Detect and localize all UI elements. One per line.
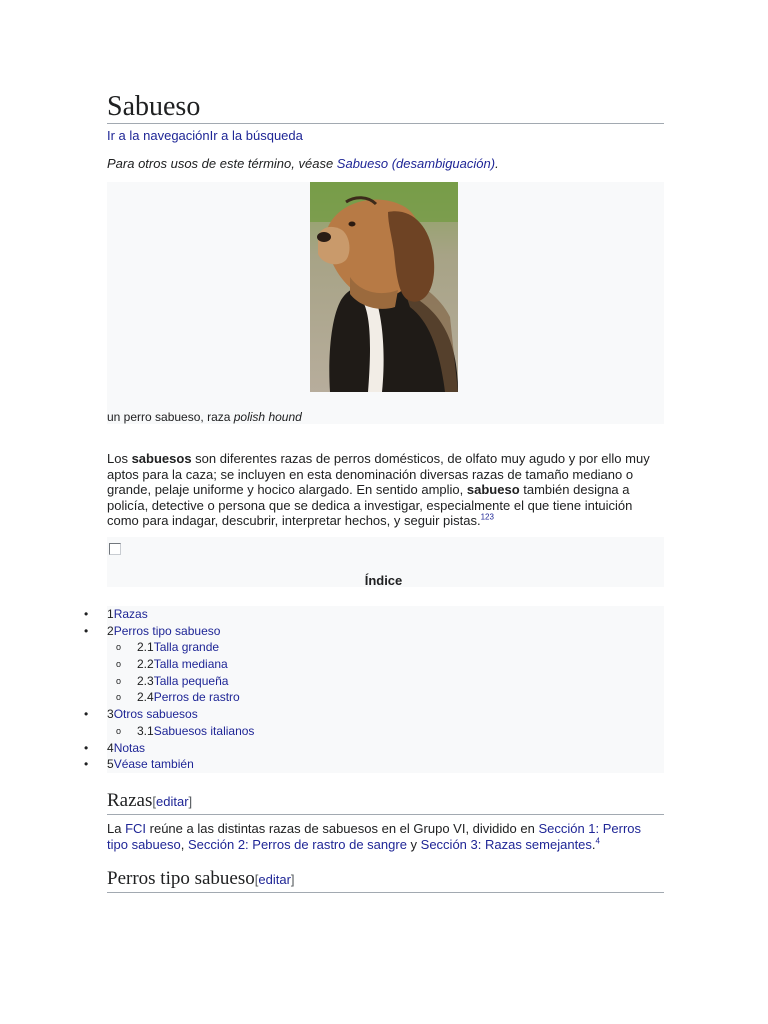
toc-item-number: 5	[107, 757, 114, 772]
caption-breed: polish hound	[233, 410, 302, 424]
toc-item-link[interactable]: Otros sabuesos	[113, 707, 198, 722]
infobox	[107, 182, 664, 424]
toc-item-number: 2.2	[137, 657, 154, 672]
razas-text-1: La	[107, 821, 126, 836]
razas-text-2: reúne a las distintas razas de sabuesos en el Grupo VI, dividido en	[146, 821, 539, 836]
section-title-razas: Razas	[107, 790, 153, 811]
edit-bracket-close: ]	[188, 794, 193, 809]
toc-header	[107, 537, 664, 587]
toc-item-link[interactable]: Véase también	[113, 757, 194, 772]
toc-item-number: 2.3	[137, 673, 154, 688]
disc-bullet-icon: •	[84, 740, 89, 755]
toc-item-number: 3.1	[137, 723, 154, 738]
circle-bullet-icon: o	[116, 642, 122, 653]
intro-text-2: son diferentes razas de perros domésticos, de olfato muy agudo y por ello muy aptos para la caza; se incluyen en esta denominación diversas razas de tamaño mediano o grande, pelaje uniforme y hocico alargado. En sentido amplio,	[107, 451, 650, 498]
edit-bracket-open: [	[254, 872, 259, 887]
razas-text-4: y	[406, 836, 421, 852]
edit-link-razas[interactable]: editar	[156, 794, 189, 809]
intro-text-3: también designa a policía, detective o persona que se dedica a investigar, especialmente el que tiene intuición como para indagar, descubrir, interpretar hechos, y seguir pistas.	[107, 482, 633, 529]
toc-item-link[interactable]: Notas	[113, 740, 146, 755]
caption-text: un perro sabueso, raza	[107, 410, 234, 424]
jump-to-navigation-link[interactable]: Ir a la navegación	[107, 128, 210, 143]
toc-item-number: 1	[107, 607, 114, 621]
toc-item[interactable]	[107, 673, 664, 690]
seccion-3-link[interactable]: Sección 3: Razas semejantes	[420, 836, 592, 852]
toc-item-number: 2	[107, 623, 114, 638]
toc-item[interactable]	[107, 656, 664, 673]
toc-item-link[interactable]: Perros de rastro	[153, 690, 240, 705]
jump-to-search-link[interactable]: Ir a la búsqueda	[209, 128, 303, 143]
circle-bullet-icon: o	[116, 692, 122, 703]
seccion-2-link[interactable]: Sección 2: Perros de rastro de sangre	[187, 836, 407, 852]
disc-bullet-icon: •	[84, 707, 89, 722]
edit-bracket-close: ]	[290, 872, 295, 887]
razas-reference[interactable]: 4	[595, 836, 600, 846]
toc-item-link[interactable]: Talla mediana	[153, 657, 228, 672]
section-heading-perros-tipo-sabueso	[107, 867, 664, 893]
toc-list	[84, 606, 664, 773]
disambiguation-link[interactable]: Sabueso (desambiguación)	[336, 156, 496, 171]
toc-item[interactable]	[84, 623, 664, 640]
circle-bullet-icon: o	[116, 659, 122, 670]
infobox-caption	[107, 410, 302, 425]
intro-references[interactable]: 123	[480, 513, 494, 523]
intro-paragraph	[107, 451, 664, 529]
circle-bullet-icon: o	[116, 675, 122, 686]
circle-bullet-icon: o	[116, 725, 122, 736]
toc-item-number: 2.4	[137, 690, 154, 705]
toc-item-link[interactable]: Razas	[113, 607, 148, 621]
razas-text-5: .	[591, 836, 596, 852]
intro-bold-2: sabueso	[466, 482, 520, 498]
toc-item[interactable]	[84, 740, 664, 757]
section-heading-razas	[107, 789, 664, 815]
toc-item[interactable]	[84, 706, 664, 723]
disc-bullet-icon: •	[84, 757, 89, 772]
toc-item-number: 3	[107, 707, 114, 722]
disc-bullet-icon: •	[84, 607, 89, 621]
edit-link-perros-tipo-sabueso[interactable]: editar	[258, 872, 291, 887]
seccion-1-link[interactable]: Sección 1: Perros tipo sabueso	[107, 821, 642, 852]
disc-bullet-icon: •	[84, 623, 89, 638]
toc-item[interactable]	[107, 639, 664, 656]
toc-item-link[interactable]: Sabuesos italianos	[153, 723, 255, 738]
section-title-perros-tipo-sabueso: Perros tipo sabueso	[107, 868, 255, 889]
toc-item-number: 2.1	[137, 640, 154, 655]
razas-text-3: ,	[180, 836, 188, 852]
toc-item-number: 4	[107, 740, 114, 755]
edit-bracket-open: [	[152, 794, 156, 809]
page-title: Sabueso	[107, 90, 664, 124]
fci-link[interactable]: FCI	[125, 821, 147, 836]
hatnote-text: Para otros usos de este término, véase	[107, 156, 337, 171]
jump-links	[107, 128, 303, 144]
toc-item[interactable]	[107, 689, 664, 706]
toc-item-link[interactable]: Talla pequeña	[153, 673, 229, 688]
intro-bold-1: sabuesos	[131, 451, 192, 466]
hound-photo[interactable]	[310, 182, 458, 392]
hatnote	[107, 156, 499, 172]
toc-title: Índice	[364, 573, 403, 588]
toc-item-link[interactable]: Talla grande	[153, 640, 220, 655]
hatnote-suffix: .	[495, 156, 499, 171]
intro-text-1: Los	[107, 451, 132, 466]
razas-paragraph	[107, 821, 664, 852]
toc-item[interactable]	[84, 606, 664, 623]
toc-toggle-checkbox[interactable]	[109, 543, 121, 555]
toc-item[interactable]	[107, 723, 664, 740]
hound-illustration	[310, 182, 458, 392]
toc-item[interactable]	[84, 756, 664, 773]
toc-item-link[interactable]: Perros tipo sabueso	[113, 623, 221, 638]
